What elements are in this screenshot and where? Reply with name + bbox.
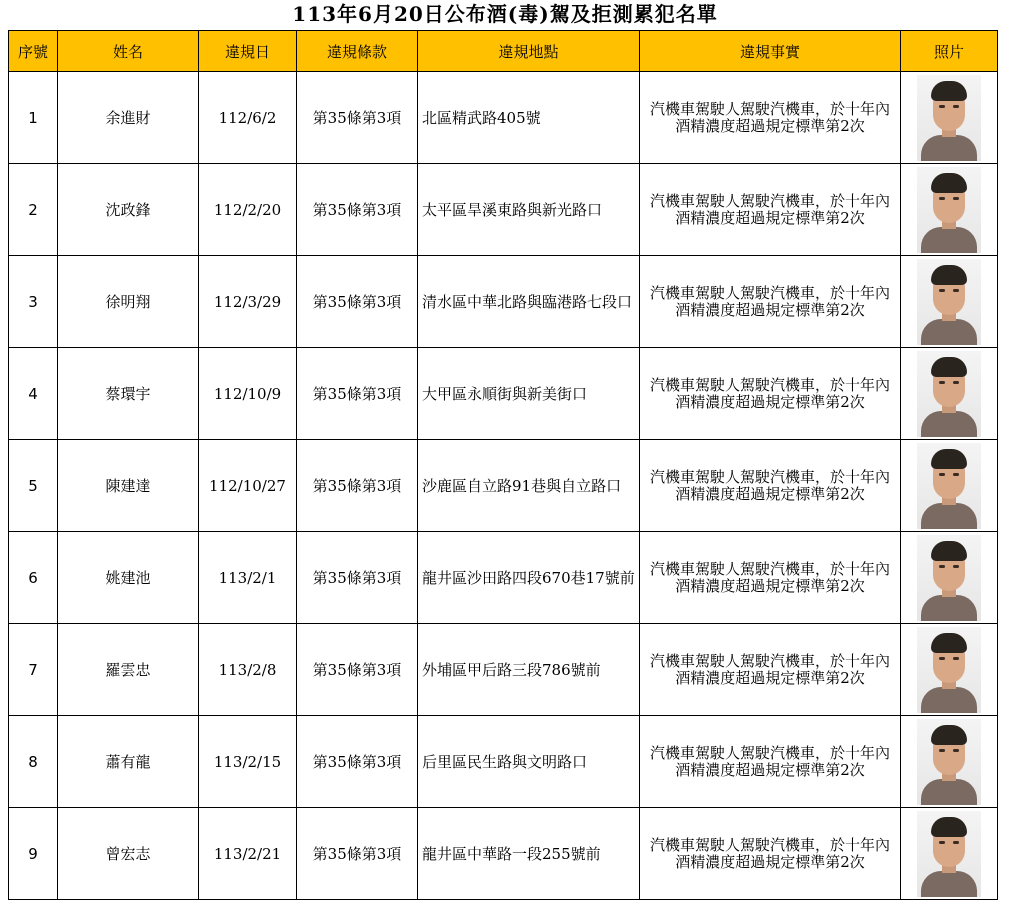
cell-seq: 7 [9, 624, 58, 716]
fact-line-1: 汽機車駕駛人駕駛汽機車，於十年內 [649, 99, 890, 118]
cell-clause: 第35條第3項 [297, 624, 418, 716]
portrait-photo [917, 75, 981, 161]
table-row [9, 808, 998, 900]
table-row [9, 716, 998, 808]
table-row [9, 532, 998, 624]
table-row [9, 440, 998, 532]
cell-date: 113/2/21 [199, 808, 297, 900]
fact-line-1: 汽機車駕駛人駕駛汽機車，於十年內 [649, 651, 890, 670]
cell-location: 沙鹿區自立路91巷與自立路口 [418, 440, 640, 532]
cell-fact [640, 716, 901, 808]
cell-seq: 9 [9, 808, 58, 900]
cell-seq: 2 [9, 164, 58, 256]
fact-line-2: 酒精濃度超過規定標準第2次 [675, 576, 865, 595]
table-row [9, 164, 998, 256]
cell-date: 112/3/29 [199, 256, 297, 348]
cell-clause: 第35條第3項 [297, 440, 418, 532]
cell-clause: 第35條第3項 [297, 348, 418, 440]
fact-line-2: 酒精濃度超過規定標準第2次 [675, 208, 865, 227]
cell-seq: 4 [9, 348, 58, 440]
portrait-photo [917, 351, 981, 437]
page-title: 113年6月20日公布酒(毒)駕及拒測累犯名單 [292, 2, 718, 26]
header-seq: 序號 [9, 31, 58, 72]
cell-name: 姚建池 [58, 532, 199, 624]
cell-seq: 3 [9, 256, 58, 348]
cell-photo [901, 164, 998, 256]
cell-date: 112/2/20 [199, 164, 297, 256]
cell-seq: 8 [9, 716, 58, 808]
cell-location: 大甲區永順街與新美街口 [418, 348, 640, 440]
portrait-photo [917, 535, 981, 621]
fact-line-1: 汽機車駕駛人駕駛汽機車，於十年內 [649, 559, 890, 578]
header-date: 違規日 [199, 31, 297, 72]
header-photo: 照片 [901, 31, 998, 72]
cell-seq: 5 [9, 440, 58, 532]
portrait-photo [917, 719, 981, 805]
cell-location: 龍井區沙田路四段670巷17號前 [418, 532, 640, 624]
table-row [9, 256, 998, 348]
cell-photo [901, 808, 998, 900]
header-fact: 違規事實 [640, 31, 901, 72]
cell-name: 蕭有龍 [58, 716, 199, 808]
cell-fact [640, 348, 901, 440]
fact-line-2: 酒精濃度超過規定標準第2次 [675, 116, 865, 135]
cell-location: 龍井區中華路一段255號前 [418, 808, 640, 900]
cell-date: 113/2/1 [199, 532, 297, 624]
cell-date: 113/2/8 [199, 624, 297, 716]
cell-photo [901, 716, 998, 808]
cell-clause: 第35條第3項 [297, 716, 418, 808]
cell-photo [901, 348, 998, 440]
offender-table [8, 30, 998, 900]
cell-clause: 第35條第3項 [297, 808, 418, 900]
cell-name: 沈政鋒 [58, 164, 199, 256]
cell-name: 曾宏志 [58, 808, 199, 900]
header-location: 違規地點 [418, 31, 640, 72]
cell-photo [901, 256, 998, 348]
cell-clause: 第35條第3項 [297, 256, 418, 348]
cell-date: 112/6/2 [199, 72, 297, 164]
header-name: 姓名 [58, 31, 199, 72]
cell-fact [640, 624, 901, 716]
fact-line-2: 酒精濃度超過規定標準第2次 [675, 852, 865, 871]
header-clause: 違規條款 [297, 31, 418, 72]
fact-line-1: 汽機車駕駛人駕駛汽機車，於十年內 [649, 375, 890, 394]
cell-fact [640, 256, 901, 348]
cell-seq: 6 [9, 532, 58, 624]
table-row [9, 624, 998, 716]
fact-line-1: 汽機車駕駛人駕駛汽機車，於十年內 [649, 283, 890, 302]
portrait-photo [917, 259, 981, 345]
cell-photo [901, 72, 998, 164]
cell-fact [640, 532, 901, 624]
cell-clause: 第35條第3項 [297, 532, 418, 624]
cell-name: 羅雲忠 [58, 624, 199, 716]
portrait-photo [917, 443, 981, 529]
cell-name: 蔡環宇 [58, 348, 199, 440]
fact-line-1: 汽機車駕駛人駕駛汽機車，於十年內 [649, 191, 890, 210]
cell-clause: 第35條第3項 [297, 164, 418, 256]
cell-name: 陳建達 [58, 440, 199, 532]
fact-line-2: 酒精濃度超過規定標準第2次 [675, 392, 865, 411]
portrait-photo [917, 811, 981, 897]
table-header-row [9, 31, 998, 72]
cell-location: 太平區旱溪東路與新光路口 [418, 164, 640, 256]
cell-photo [901, 624, 998, 716]
cell-location: 后里區民生路與文明路口 [418, 716, 640, 808]
cell-photo [901, 440, 998, 532]
cell-photo [901, 532, 998, 624]
cell-fact [640, 164, 901, 256]
cell-fact [640, 808, 901, 900]
table-row [9, 348, 998, 440]
fact-line-2: 酒精濃度超過規定標準第2次 [675, 668, 865, 687]
cell-location: 清水區中華北路與臨港路七段口 [418, 256, 640, 348]
cell-location: 外埔區甲后路三段786號前 [418, 624, 640, 716]
cell-location: 北區精武路405號 [418, 72, 640, 164]
fact-line-1: 汽機車駕駛人駕駛汽機車，於十年內 [649, 743, 890, 762]
table-row [9, 72, 998, 164]
cell-name: 余進財 [58, 72, 199, 164]
fact-line-2: 酒精濃度超過規定標準第2次 [675, 300, 865, 319]
fact-line-2: 酒精濃度超過規定標準第2次 [675, 760, 865, 779]
cell-name: 徐明翔 [58, 256, 199, 348]
portrait-photo [917, 627, 981, 713]
portrait-photo [917, 167, 981, 253]
cell-date: 112/10/9 [199, 348, 297, 440]
cell-fact [640, 72, 901, 164]
fact-line-1: 汽機車駕駛人駕駛汽機車，於十年內 [649, 467, 890, 486]
fact-line-2: 酒精濃度超過規定標準第2次 [675, 484, 865, 503]
cell-date: 112/10/27 [199, 440, 297, 532]
fact-line-1: 汽機車駕駛人駕駛汽機車，於十年內 [649, 835, 890, 854]
cell-clause: 第35條第3項 [297, 72, 418, 164]
cell-seq: 1 [9, 72, 58, 164]
cell-date: 113/2/15 [199, 716, 297, 808]
cell-fact [640, 440, 901, 532]
